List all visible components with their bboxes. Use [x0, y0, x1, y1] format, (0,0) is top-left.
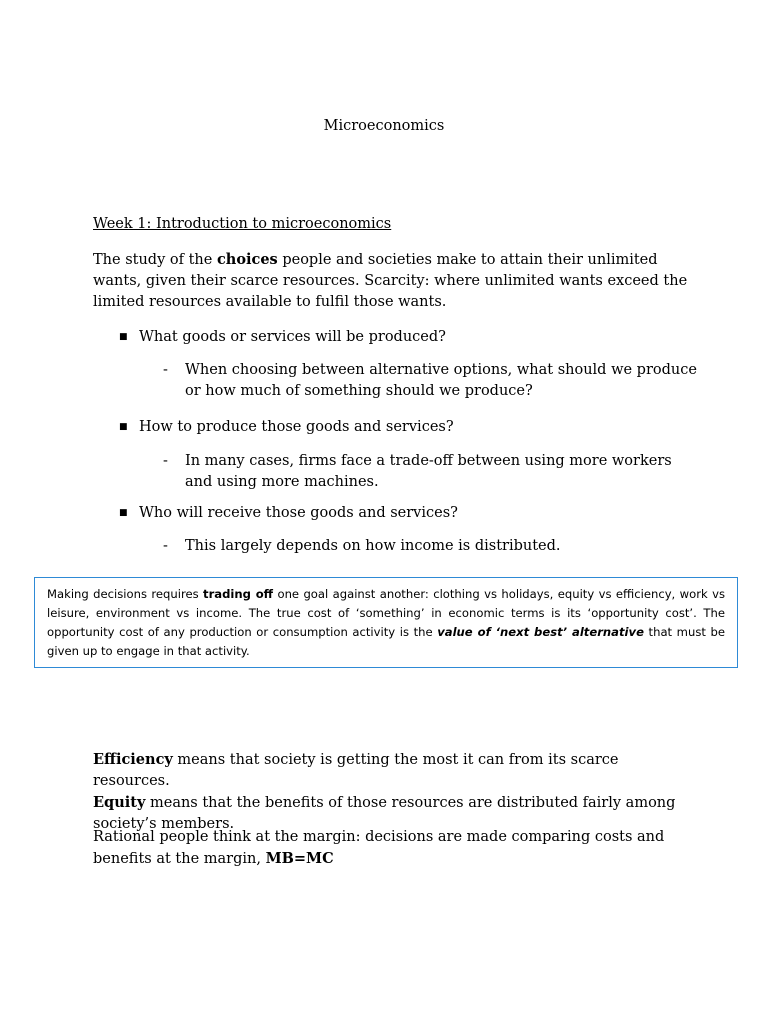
square-bullet-icon: ■ — [119, 508, 128, 518]
efficiency-term: Efficiency — [93, 751, 173, 768]
sub-text-2: In many cases, firms face a trade-off between using more workers and using more machines. — [185, 453, 672, 490]
bullet-item-2 — [119, 418, 454, 437]
opportunity-cost-note-box — [34, 577, 738, 668]
bullet-text-1: What goods or services will be produced? — [139, 329, 446, 345]
efficiency-equity-paragraph — [93, 749, 693, 835]
bullet-item-3 — [119, 504, 458, 523]
sub-text-3: This largely depends on how income is distributed. — [185, 538, 561, 554]
note-bold-trading-off: trading off — [203, 587, 274, 601]
equity-text: means that the benefits of those resources are distributed fairly among society’s members. — [93, 795, 676, 832]
intro-pre: The study of the — [93, 252, 217, 268]
margin-mb-mc: MB=MC — [265, 850, 334, 867]
square-bullet-icon: ■ — [119, 332, 128, 342]
note-part-2: one goal against another: clothing vs holidays, equity vs efficiency, work vs leisure, environment vs income. The true cost of ‘something’ in economic terms is its ‘opportunity cost’. The opportunity cost of any production or consumption activity is the — [47, 587, 725, 639]
page-title: Microeconomics — [323, 118, 445, 134]
margin-paragraph — [93, 827, 693, 870]
intro-bold-choices: choices — [216, 251, 278, 268]
bullet-text-3: Who will receive those goods and services? — [139, 505, 458, 521]
week-heading: Week 1: Introduction to microeconomics — [93, 216, 392, 232]
note-bold-italic-value: value of ‘next best’ alternative — [437, 625, 644, 639]
sub-item-1 — [163, 360, 703, 402]
dash-icon: - — [163, 453, 168, 469]
sub-text-1: When choosing between alternative options, what should we produce or how much of something should we produce? — [185, 362, 697, 399]
dash-icon: - — [163, 538, 168, 554]
dash-icon: - — [163, 362, 168, 378]
sub-item-3 — [163, 536, 703, 557]
equity-term: Equity — [93, 794, 146, 811]
sub-item-2 — [163, 451, 703, 493]
efficiency-text: means that society is getting the most it can from its scarce resources. — [93, 752, 619, 789]
bullet-text-2: How to produce those goods and services? — [139, 419, 454, 435]
note-part-1: Making decisions requires — [47, 587, 204, 601]
note-part-3: that must be given up to engage in that activity. — [47, 625, 725, 658]
square-bullet-icon: ■ — [119, 422, 128, 432]
intro-paragraph — [93, 249, 703, 313]
margin-text: Rational people think at the margin: decisions are made comparing costs and benefits at the margin, — [93, 829, 665, 867]
bullet-item-1 — [119, 328, 446, 347]
intro-post: people and societies make to attain their unlimited wants, given their scarce resources. Scarcity: where unlimited wants exceed the limited resources available to fulfil those wants. — [93, 252, 688, 310]
